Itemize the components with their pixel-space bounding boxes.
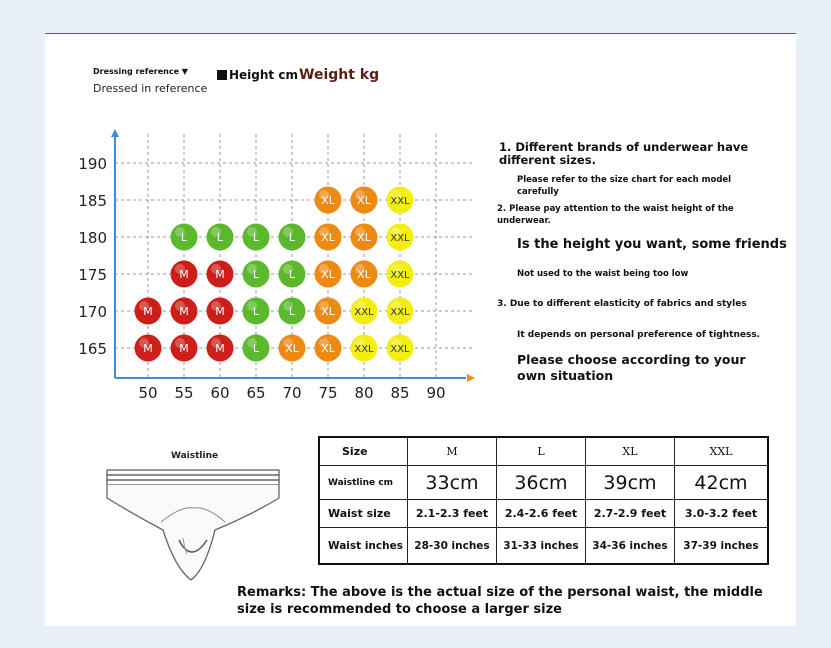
data-point: [387, 298, 414, 325]
data-point-label: XL: [285, 342, 299, 355]
underwear-brief-icon: [103, 446, 293, 586]
note-height-you-want: Is the height you want, some friends: [517, 237, 787, 252]
table-cell: 2.7-2.9 feet: [586, 500, 675, 528]
data-point-label: L: [288, 268, 296, 281]
data-point-label: M: [215, 268, 225, 281]
data-point-label: M: [179, 342, 189, 355]
data-point: [243, 335, 270, 362]
data-point: [351, 298, 378, 325]
data-point-label: XXL: [354, 307, 374, 318]
data-point-label: M: [179, 305, 189, 318]
note-waist-height: 2. Please pay attention to the waist height of the underwear.: [497, 204, 734, 226]
waistline-label: Waistline: [171, 451, 219, 461]
data-point: [207, 261, 234, 288]
legend-weight: Weight kg: [299, 67, 380, 83]
data-point-label: XXL: [390, 270, 410, 281]
data-point-label: XL: [321, 268, 335, 281]
x-tick-label: 80: [354, 384, 374, 402]
data-point: [207, 335, 234, 362]
data-point-label: L: [252, 268, 260, 281]
note-waist-too-low: Not used to the waist being too low: [517, 269, 689, 279]
data-point: [315, 224, 342, 251]
data-point: [279, 224, 306, 251]
table-row-waist-size: [319, 500, 768, 528]
x-tick-label: 55: [174, 384, 194, 402]
table-cell: 34-36 inches: [586, 528, 675, 565]
size-guide-sheet: [45, 33, 796, 626]
note-fabric-elasticity: 3. Due to different elasticity of fabrics and styles: [497, 299, 747, 309]
data-point-label: L: [288, 231, 296, 244]
data-point: [279, 298, 306, 325]
x-tick-label: 70: [282, 384, 302, 402]
note-choose-situation: Please choose according to your own situation: [517, 352, 746, 383]
data-point: [315, 298, 342, 325]
data-point-label: M: [215, 305, 225, 318]
table-cell: 28-30 inches: [408, 528, 497, 565]
data-point: [135, 298, 162, 325]
y-tick-label: 180: [78, 229, 107, 247]
table-header-row: [319, 437, 768, 466]
size-table: [318, 436, 769, 565]
data-point: [171, 224, 198, 251]
data-point: [243, 261, 270, 288]
data-point: [207, 298, 234, 325]
data-point: [315, 261, 342, 288]
data-point-label: XXL: [354, 344, 374, 355]
table-size-l: L: [497, 437, 586, 466]
data-point: [387, 187, 414, 214]
data-point-label: XXL: [390, 233, 410, 244]
data-point-label: L: [180, 231, 188, 244]
legend-dressing-reference: Dressing reference ▼: [93, 67, 188, 76]
data-point-label: XXL: [390, 344, 410, 355]
data-point-label: XL: [357, 268, 371, 281]
note-tightness-preference: It depends on personal preference of tightness.: [517, 330, 761, 340]
data-point-label: XXL: [390, 307, 410, 318]
data-point-label: M: [143, 305, 153, 318]
table-row-waistline-cm: [319, 466, 768, 500]
data-point: [387, 261, 414, 288]
data-point: [171, 298, 198, 325]
data-point-label: XL: [321, 194, 335, 207]
data-point-label: L: [288, 305, 296, 318]
data-point-label: XL: [357, 194, 371, 207]
data-point: [171, 261, 198, 288]
remarks-text: Remarks: The above is the actual size of the personal waist, the middle size is recommended to choose a larger size: [237, 585, 763, 617]
table-cell: 2.1-2.3 feet: [408, 500, 497, 528]
x-tick-label: 75: [318, 384, 338, 402]
y-tick-label: 190: [78, 155, 107, 173]
data-point-label: L: [252, 342, 260, 355]
data-point-label: M: [143, 342, 153, 355]
table-cell: 33cm: [408, 466, 497, 500]
y-tick-label: 170: [78, 303, 107, 321]
data-point: [315, 187, 342, 214]
y-tick-label: 185: [78, 192, 107, 210]
data-point-label: XL: [357, 231, 371, 244]
table-cell: 39cm: [586, 466, 675, 500]
table-cell: 36cm: [497, 466, 586, 500]
table-row-label: Waist size: [319, 500, 408, 528]
legend-height-label: Height cm: [229, 68, 298, 82]
y-axis-arrow-icon: [111, 129, 119, 137]
x-tick-label: 90: [426, 384, 446, 402]
table-cell: 42cm: [675, 466, 769, 500]
table-size-xxl: XXL: [675, 437, 769, 466]
data-point: [351, 261, 378, 288]
data-point: [351, 187, 378, 214]
table-cell: 31-33 inches: [497, 528, 586, 565]
y-tick-label: 165: [78, 340, 107, 358]
table-cell: 3.0-3.2 feet: [675, 500, 769, 528]
data-point: [387, 224, 414, 251]
data-point: [351, 224, 378, 251]
data-point: [279, 261, 306, 288]
x-tick-label: 85: [390, 384, 410, 402]
data-point: [243, 224, 270, 251]
table-size-xl: XL: [586, 437, 675, 466]
x-tick-label: 60: [210, 384, 230, 402]
data-point-label: M: [215, 342, 225, 355]
data-point: [387, 335, 414, 362]
legend-dressed-in-reference: Dressed in reference: [93, 82, 208, 95]
data-point-label: L: [252, 305, 260, 318]
data-point-label: M: [179, 268, 189, 281]
x-tick-label: 65: [246, 384, 266, 402]
note-refer-size-chart: Please refer to the size chart for each model carefully: [517, 175, 732, 197]
table-cell: 37-39 inches: [675, 528, 769, 565]
data-point: [171, 335, 198, 362]
table-cell: 2.4-2.6 feet: [497, 500, 586, 528]
data-point-label: XXL: [390, 196, 410, 207]
data-point: [279, 335, 306, 362]
data-point-label: XL: [321, 342, 335, 355]
data-point: [351, 335, 378, 362]
y-tick-label: 175: [78, 266, 107, 284]
data-point-label: L: [252, 231, 260, 244]
data-point-label: L: [216, 231, 224, 244]
table-row-label: Waistline cm: [319, 466, 408, 500]
table-row-waist-inches: [319, 528, 768, 565]
data-point: [315, 335, 342, 362]
note-different-brands: 1. Different brands of underwear have different sizes.: [499, 140, 749, 167]
table-header-label: Size: [319, 437, 408, 466]
size-chart: [45, 34, 485, 414]
table-size-m: M: [408, 437, 497, 466]
x-axis-arrow-icon: [467, 374, 475, 382]
data-point-label: XL: [321, 305, 335, 318]
x-tick-label: 50: [138, 384, 158, 402]
data-point: [243, 298, 270, 325]
data-point-label: XL: [321, 231, 335, 244]
data-point: [207, 224, 234, 251]
data-point: [135, 335, 162, 362]
table-row-label: Waist inches: [319, 528, 408, 565]
